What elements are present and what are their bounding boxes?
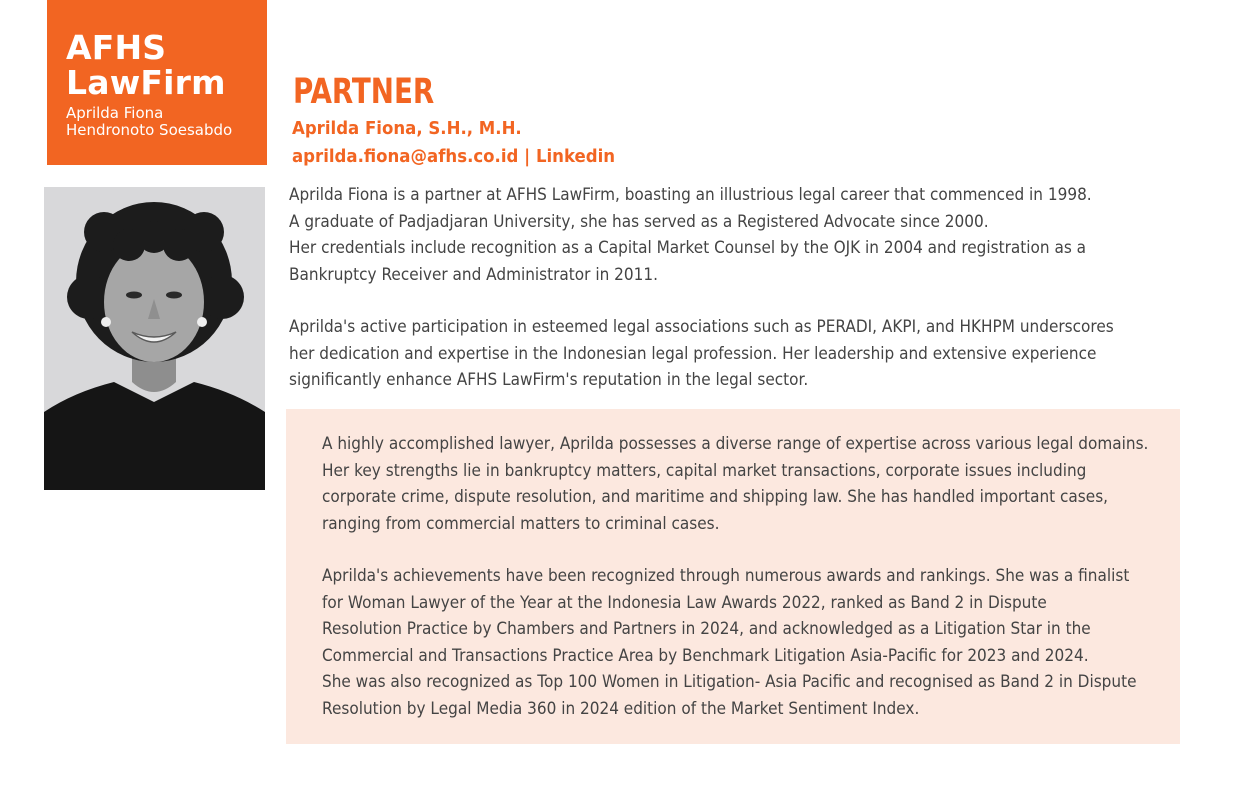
bio-line: Aprilda Fiona is a partner at AFHS LawFirm, boasting an illustrious legal career that commenced in 1998. <box>289 185 1092 205</box>
logo-sub-line2: Hendronoto Soesabdo <box>66 121 233 139</box>
bio-line: her dedication and expertise in the Indonesian legal profession. Her leadership and extensive experience <box>289 343 1097 364</box>
bio-line: A graduate of Padjadjaran University, she has served as a Registered Advocate since 2000. <box>289 211 989 232</box>
bio-paragraph-1 <box>289 182 1168 288</box>
bio-paragraph-2 <box>289 314 1168 394</box>
email-link[interactable]: aprilda.fiona@afhs.co.id <box>292 146 519 167</box>
contact-separator: | <box>518 146 536 167</box>
contact-line <box>292 145 615 169</box>
logo-name-line2: LawFirm <box>66 63 226 102</box>
highlight-line: Commercial and Transactions Practice Area by Benchmark Litigation Asia-Pacific for 2023 and 2024. <box>322 645 1089 666</box>
logo-subtitle <box>66 105 267 139</box>
highlight-line: Resolution Practice by Chambers and Partners in 2024, and acknowledged as a Litigation Star in the <box>322 619 1091 639</box>
highlight-line: A highly accomplished lawyer, Aprilda possesses a diverse range of expertise across various legal domains. <box>322 434 1149 454</box>
bio-line: significantly enhance AFHS LawFirm's reputation in the legal sector. <box>289 370 809 390</box>
linkedin-link[interactable]: Linkedin <box>535 146 616 167</box>
bio-line: Bankruptcy Receiver and Administrator in 2011. <box>289 264 658 285</box>
highlight-line: Aprilda's achievements have been recognized through numerous awards and rankings. She was a finalist <box>322 566 1130 586</box>
highlight-paragraph-1 <box>322 431 1149 537</box>
logo-name <box>66 30 267 100</box>
highlight-line: ranging from commercial matters to criminal cases. <box>322 513 720 534</box>
highlight-box <box>286 409 1180 744</box>
highlight-paragraph-2 <box>322 563 1137 722</box>
portrait-illustration <box>44 187 265 490</box>
logo-sub-line1: Aprilda Fiona <box>66 104 164 122</box>
highlight-line: She was also recognized as Top 100 Women in Litigation- Asia Pacific and recognised as Band 2 in Dispute <box>322 672 1137 692</box>
highlight-line: corporate crime, dispute resolution, and maritime and shipping law. She has handled important cases, <box>322 487 1109 507</box>
logo-name-line1: AFHS <box>66 28 167 67</box>
bio-line: Aprilda's active participation in esteemed legal associations such as PERADI, AKPI, and HKHPM underscores <box>289 317 1114 337</box>
bio-section <box>289 182 1169 394</box>
person-name: Aprilda Fiona, S.H., M.H. <box>292 118 522 139</box>
highlight-line: Her key strengths lie in bankruptcy matters, capital market transactions, corporate issues including <box>322 460 1087 481</box>
portrait-photo <box>44 187 265 490</box>
role-title: PARTNER <box>293 72 435 112</box>
bio-line: Her credentials include recognition as a Capital Market Counsel by the OJK in 2004 and registration as a <box>289 238 1087 258</box>
highlight-line: Resolution by Legal Media 360 in 2024 edition of the Market Sentiment Index. <box>322 698 920 719</box>
firm-logo <box>47 0 267 165</box>
highlight-line: for Woman Lawyer of the Year at the Indonesia Law Awards 2022, ranked as Band 2 in Dispute <box>322 592 1047 613</box>
